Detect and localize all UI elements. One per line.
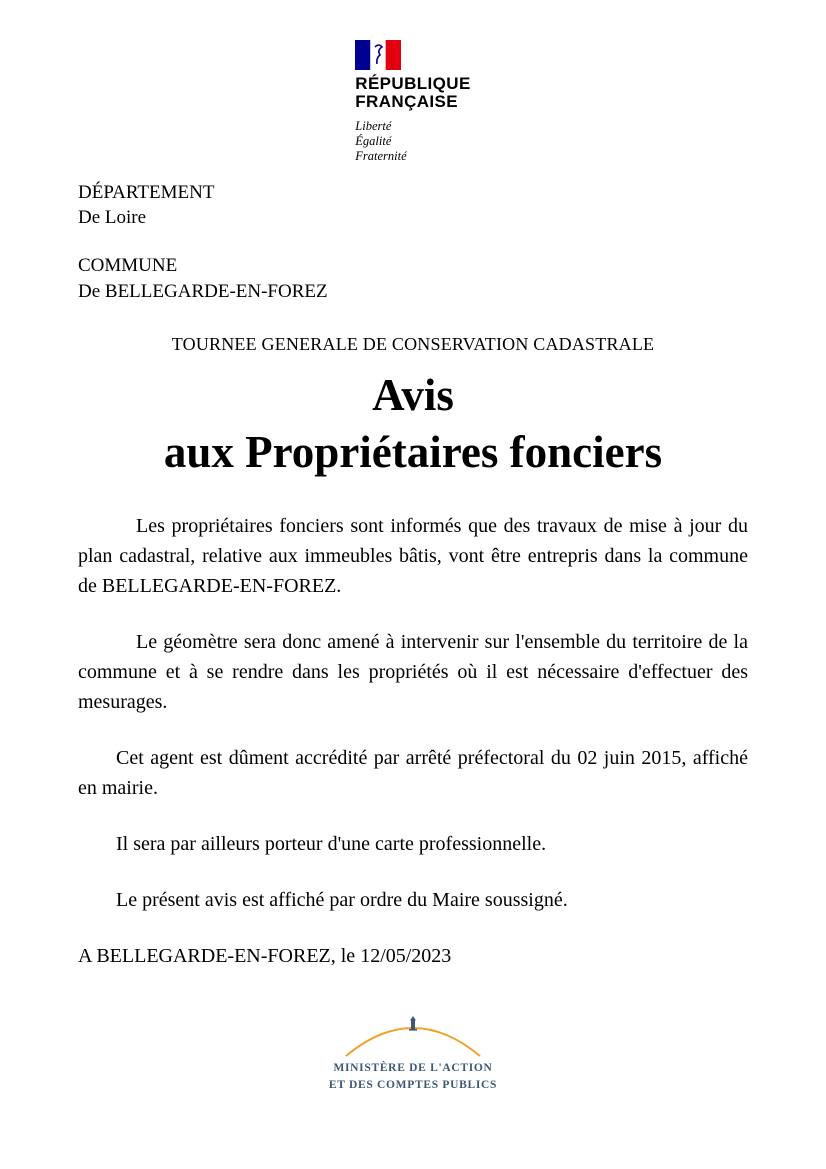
commune-label: COMMUNE [78,255,178,276]
commune-block [78,253,748,304]
ministry-text-line1: MINISTÈRE DE L'ACTION [333,1062,493,1074]
gov-name-line2: FRANÇAISE [355,92,459,112]
motto-liberte: Liberté [355,118,392,133]
page-title-line2: aux Propriétaires fonciers [163,426,663,477]
ministry-arc-icon [338,1016,488,1058]
notice-body [78,511,748,971]
paragraph-accreditation: Cet agent est dûment accrédité par arrêté préfectoral du 02 juin 2015, affiché en mairie. [78,746,748,799]
commune-value: De BELLEGARDE-EN-FOREZ [78,280,328,302]
dateline: A BELLEGARDE-EN-FOREZ, le 12/05/2023 [78,944,452,967]
page-title-line1: Avis [372,370,454,421]
ministry-logo [0,1016,826,1093]
motto-egalite: Égalité [355,133,392,148]
paragraph-carte: Il sera par ailleurs porteur d'une carte professionnelle. [116,832,547,855]
page-title [78,367,748,480]
paragraph-travaux: Les propriétaires fonciers sont informés que des travaux de mise à jour du plan cadastral, relative aux immeubles bâtis, vont être entrepris dans la commune de BELLEGARDE-EN-FOREZ. [78,514,748,597]
ministry-text-line2: ET DES COMPTES PUBLICS [328,1078,498,1091]
republique-francaise-logo [355,40,470,164]
gov-name [355,75,470,112]
gov-name-line1: RÉPUBLIQUE [355,74,471,93]
departement-block [78,180,748,231]
departement-label: DÉPARTEMENT [78,181,215,203]
paragraph-affichage: Le présent avis est affiché par ordre du Maire soussigné. [116,888,568,911]
motto-fraternite: Fraternité [355,148,407,163]
departement-value: De Loire [78,207,147,229]
notice-kicker: TOURNEE GENERALE DE CONSERVATION CADASTRALE [171,334,655,355]
french-flag-icon [355,40,401,70]
paragraph-geometre: Le géomètre sera donc amené à intervenir sur l'ensemble du territoire de la commune et à se rendre dans les propriétés où il est nécessaire d'effectuer des mesurages. [78,630,748,713]
gov-motto [355,119,470,164]
ministry-text [0,1060,826,1093]
